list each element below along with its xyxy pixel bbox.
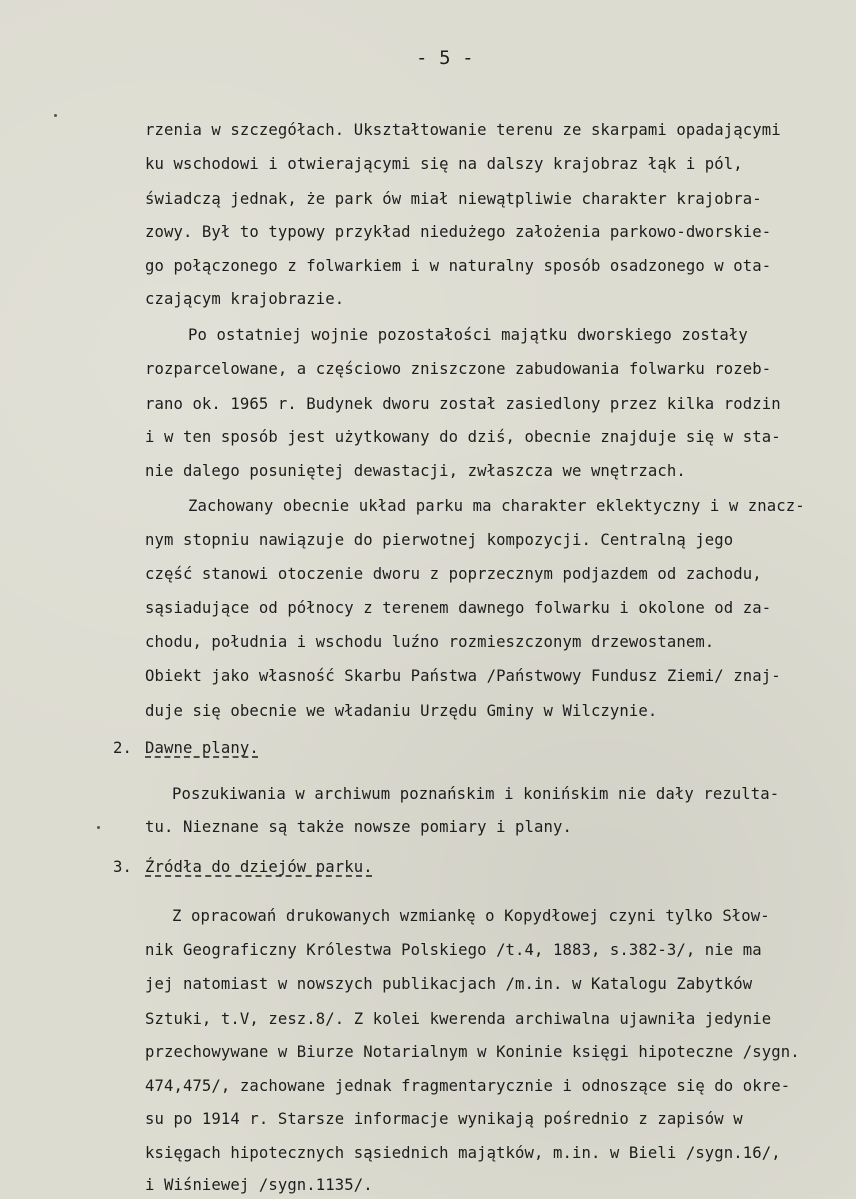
text-line: rzenia w szczegółach. Ukształtowanie terenu ze skarpami opadającymi — [145, 121, 781, 139]
text-line: Obiekt jako własność Skarbu Państwa /Państwowy Fundusz Ziemi/ znaj- — [145, 667, 781, 685]
section-number: 2. — [113, 739, 132, 757]
text-line: duje się obecnie we władaniu Urzędu Gminy w Wilczynie. — [145, 702, 658, 720]
margin-dot — [97, 826, 100, 829]
section-heading: Dawne plany. — [145, 739, 259, 757]
section-number: 3. — [113, 858, 132, 876]
text-line: przechowywane w Biurze Notarialnym w Koninie księgi hipoteczne /sygn. — [145, 1043, 800, 1061]
text-line: rano ok. 1965 r. Budynek dworu został zasiedlony przez kilka rodzin — [145, 395, 781, 413]
text-line: sąsiadujące od północy z terenem dawnego folwarku i okolone od za- — [145, 599, 772, 617]
text-line: zowy. Był to typowy przykład niedużego założenia parkowo-dworskie- — [145, 223, 772, 241]
page-number: - 5 - — [416, 47, 474, 69]
text-line: tu. Nieznane są także nowsze pomiary i plany. — [145, 818, 572, 836]
text-line: czającym krajobrazie. — [145, 290, 345, 308]
text-line: część stanowi otoczenie dworu z poprzecznym podjazdem od zachodu, — [145, 565, 762, 583]
text-line: rozparcelowane, a częściowo zniszczone zabudowania folwarku rozeb- — [145, 360, 772, 378]
text-line: su po 1914 r. Starsze informacje wynikają pośrednio z zapisów w — [145, 1110, 743, 1128]
text-line: Poszukiwania w archiwum poznańskim i konińskim nie dały rezulta- — [172, 785, 780, 803]
text-line: świadczą jednak, że park ów miał niewątpliwie charakter krajobra- — [145, 190, 762, 208]
text-line: chodu, południa i wschodu luźno rozmieszczonym drzewostanem. — [145, 633, 715, 651]
text-line: księgach hipotecznych sąsiednich majątków, m.in. w Bieli /sygn.16/, — [145, 1144, 781, 1162]
text-line: Z opracowań drukowanych wzmiankę o Kopydłowej czyni tylko Słow- — [172, 907, 770, 925]
text-line: Po ostatniej wojnie pozostałości majątku dworskiego zostały — [188, 326, 748, 344]
text-line: jej natomiast w nowszych publikacjach /m.in. w Katalogu Zabytków — [145, 975, 753, 993]
text-line: 474,475/, zachowane jednak fragmentarycznie i odnoszące się do okre- — [145, 1077, 791, 1095]
text-line: nie dalego posuniętej dewastacji, zwłaszcza we wnętrzach. — [145, 462, 686, 480]
text-line: i w ten sposób jest użytkowany do dziś, obecnie znajduje się w sta- — [145, 428, 781, 446]
text-line: Sztuki, t.V, zesz.8/. Z kolei kwerenda archiwalna ujawniła jedynie — [145, 1010, 772, 1028]
section-heading: Źródła do dziejów parku. — [145, 858, 373, 876]
text-line: nym stopniu nawiązuje do pierwotnej kompozycji. Centralną jego — [145, 531, 734, 549]
margin-dot — [54, 114, 57, 117]
text-line: go połączonego z folwarkiem i w naturalny sposób osadzonego w ota- — [145, 257, 772, 275]
text-line: i Wiśniewej /sygn.1135/. — [145, 1176, 373, 1194]
text-line: nik Geograficzny Królestwa Polskiego /t.4, 1883, s.382-3/, nie ma — [145, 941, 762, 959]
text-line: Zachowany obecnie układ parku ma charakter eklektyczny i w znacz- — [188, 497, 805, 515]
text-line: ku wschodowi i otwierającymi się na dalszy krajobraz łąk i pól, — [145, 155, 743, 173]
